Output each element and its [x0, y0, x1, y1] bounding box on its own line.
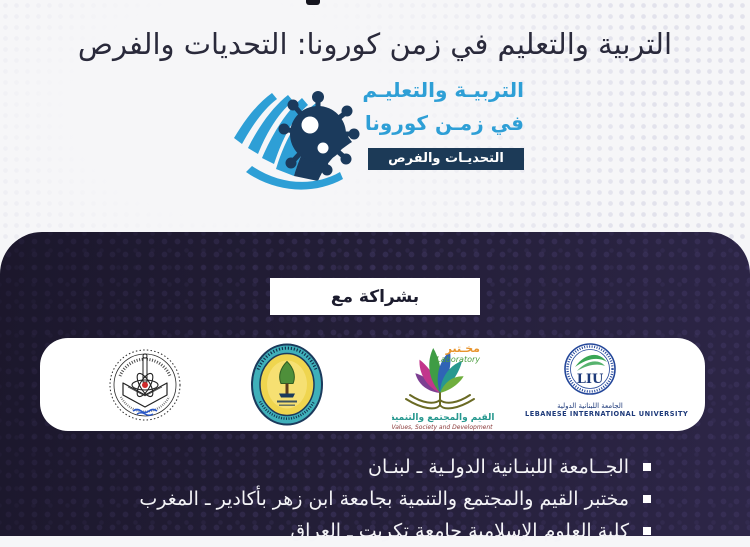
liu-circle-icon	[564, 343, 616, 395]
values-lab-icon	[392, 339, 496, 431]
university-seal-logo	[106, 347, 184, 423]
conference-logo	[226, 72, 524, 198]
lab-title-ar: مخـتبر	[445, 342, 480, 355]
partnership-label: بشراكة مع	[330, 286, 420, 307]
logo-wordmark	[362, 74, 524, 170]
top-section	[0, 0, 750, 240]
liu-logo	[525, 343, 689, 427]
tikrit-emblem-icon	[251, 343, 323, 426]
partner-item-liu	[53, 451, 653, 483]
partner-item-lab	[53, 483, 653, 515]
partner-logos-bar	[40, 338, 705, 431]
page-title: التربية والتعليم في زمن كورونا: التحديات والفرص	[77, 27, 673, 62]
values-lab-logo	[392, 339, 496, 431]
liu-name-en: LEBANESE INTERNATIONAL UNIVERSITY	[525, 410, 689, 418]
partner-item-label: الجــامعة اللبنـانية الدولـية ـ لبنـان	[368, 456, 629, 478]
lab-name-ar: القيم والمجتمع والتنمية	[392, 413, 495, 423]
partnership-label-box	[270, 278, 480, 315]
book-virus-icon	[226, 72, 366, 196]
partner-item-label: مختبر القيم والمجتمع والتنمية بجامعة ابن زهر بأكادير ـ المغرب	[139, 488, 629, 510]
logo-line-1: التربيـة والتعليـم	[362, 78, 524, 102]
partner-item-tikrit	[53, 515, 653, 547]
atom-book-seal-icon	[106, 347, 184, 423]
logo-badge: التحديـات والفرص	[368, 148, 524, 170]
clipped-text-remnant	[306, 0, 320, 5]
tikrit-university-logo	[251, 343, 323, 426]
partners-list	[53, 451, 653, 547]
liu-acronym: LIU	[576, 372, 604, 387]
logo-line-2: في زمـن كورونا	[364, 111, 524, 135]
lab-title-en: Laboratory	[436, 355, 480, 364]
liu-name-ar: الجامعة اللبنانية الدولية	[557, 402, 623, 410]
partner-item-label: كلية العلوم الإسلامية جامعة تكريت ـ العراق	[290, 520, 629, 542]
lab-name-en: Values, Society and Development	[392, 424, 493, 431]
